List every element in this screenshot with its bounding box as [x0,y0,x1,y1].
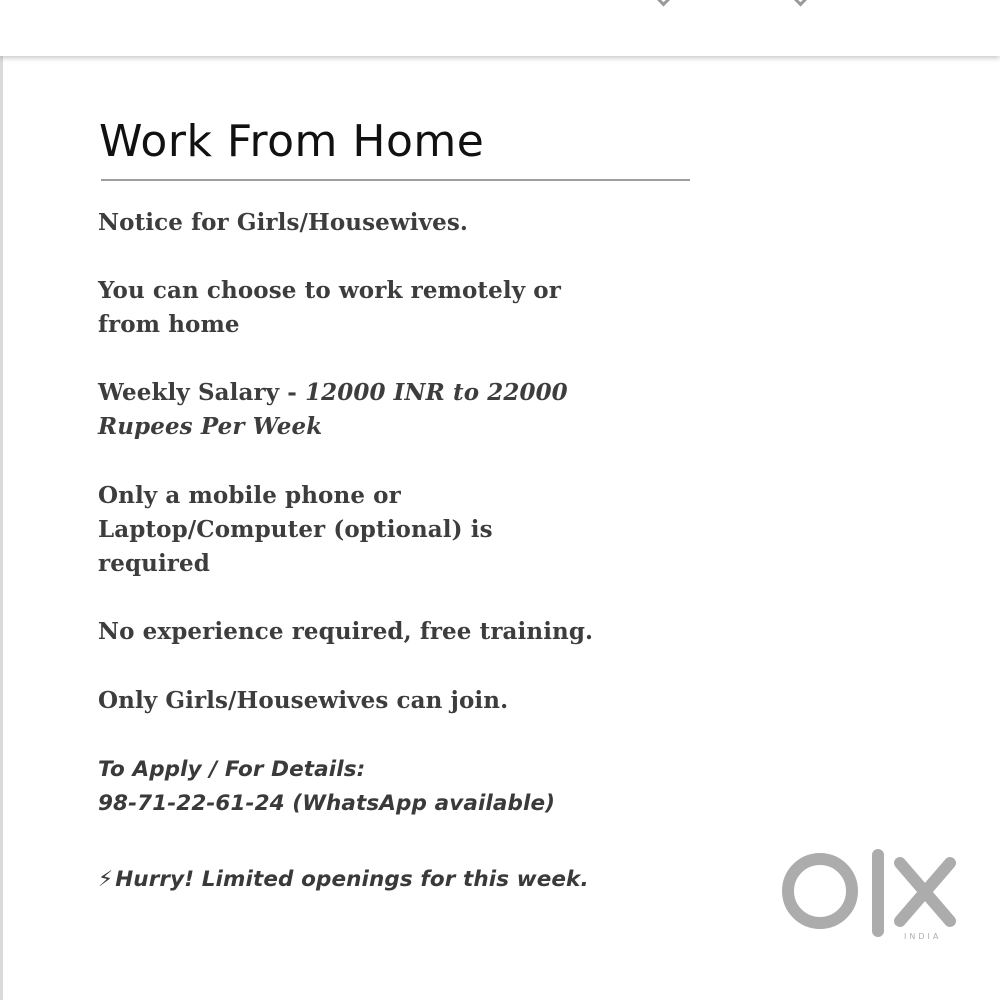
lightning-icon: ⚡ [98,867,114,892]
salary-value-line-2: Rupees Per Week [98,413,323,440]
hurry-paragraph [98,863,589,897]
experience-text: No experience required, free training. [98,618,594,645]
experience-paragraph [98,615,593,649]
device-paragraph [98,479,493,581]
salary-paragraph [98,376,568,444]
device-line-3: required [98,550,210,577]
salary-label: Weekly Salary - [98,379,306,406]
remote-line-2: from home [98,311,240,338]
top-toolbar [0,0,1000,56]
page-edge [0,56,3,1000]
notice-paragraph [98,206,468,240]
remote-paragraph [98,274,561,342]
apply-paragraph [98,753,555,821]
salary-value-line-1: 12000 INR to 22000 [305,379,568,406]
apply-phone: 98-71-22-61-24 (WhatsApp available) [98,791,556,816]
eligibility-text: Only Girls/Housewives can join. [98,687,509,714]
notice-text: Notice for Girls/Housewives. [98,209,468,236]
watermark-region-text: INDIA [904,932,942,941]
chevron-right-icon[interactable] [788,0,812,7]
document-title: Work From Home [99,116,485,167]
olx-watermark-icon [780,845,965,945]
hurry-text: Hurry! Limited openings for this week. [115,867,589,892]
device-line-2: Laptop/Computer (optional) is [98,516,493,543]
apply-line-1: To Apply / For Details: [98,757,366,782]
chevron-left-icon[interactable] [651,0,675,7]
remote-line-1: You can choose to work remotely or [98,277,561,304]
device-line-1: Only a mobile phone or [98,482,401,509]
eligibility-paragraph [98,684,508,718]
title-underline [101,179,690,181]
